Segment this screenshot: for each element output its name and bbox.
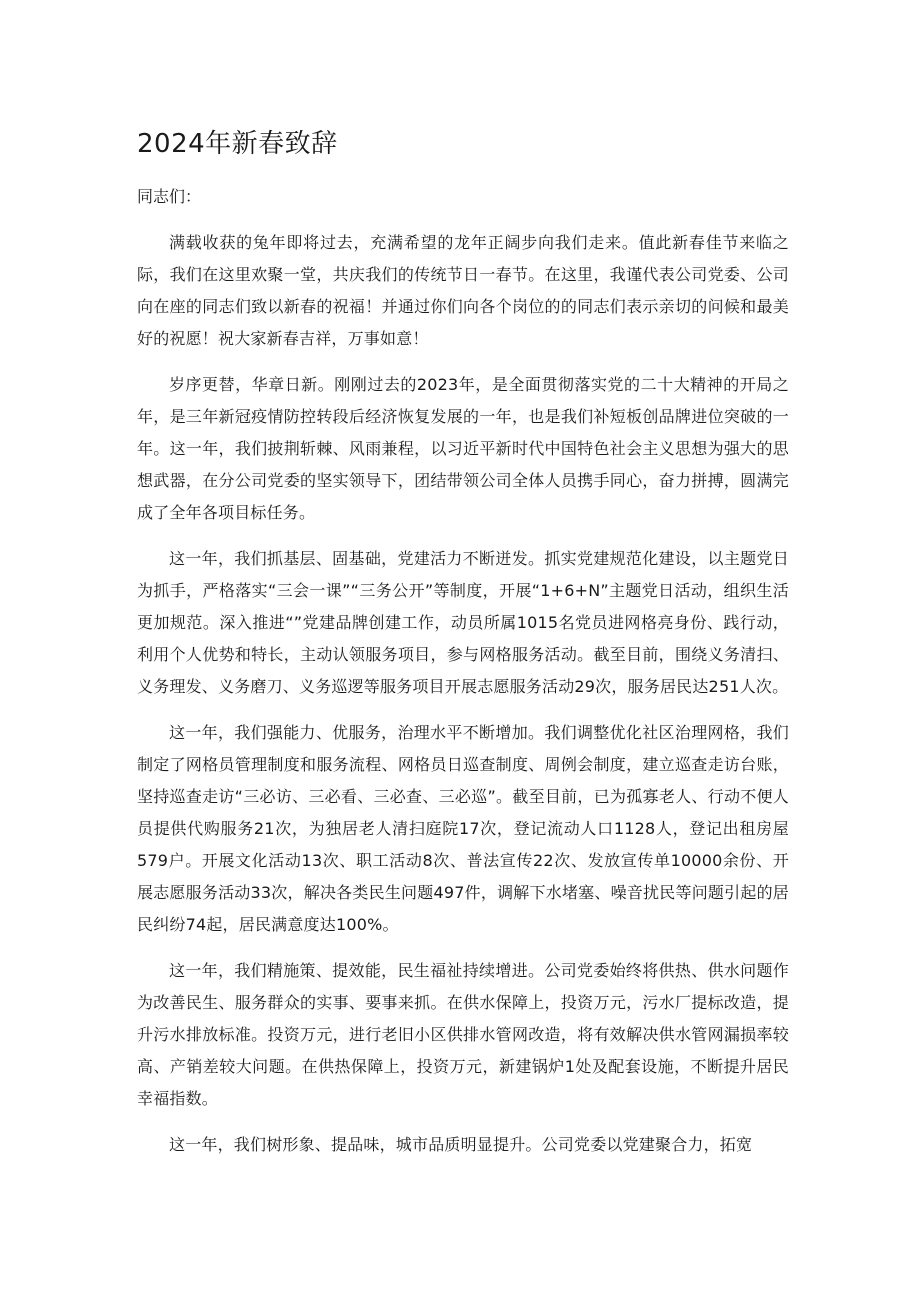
salutation: 同志们： [137, 187, 202, 206]
paragraph-livelihood: 这一年，我们精施策、提效能，民生福祉持续增进。公司党委始终将供热、供水问题作为改善民生、服务群众的实事、要事来抓。在供水保障上，投资万元，污水厂提标改造，提升污水排放标准。投资万元，进行老旧小区供排水管网改造，将有效解决供水管网漏损率较高、产销差较大问题。在供热保障上，投资万元，新建锅炉1处及配套设施，不断提升居民幸福指数。 [137, 961, 789, 1108]
paragraph-year-review: 岁序更替，华章日新。刚刚过去的2023年，是全面贯彻落实党的二十大精神的开局之年，是三年新冠疫情防控转段后经济恢复发展的一年，也是我们补短板创品牌进位突破的一年。这一年，我们披荆斩棘、风雨兼程，以习近平新时代中国特色社会主义思想为强大的思想武器，在分公司党委的坚实领导下，团结带领公司全体人员携手同心，奋力拼搏，圆满完成了全年各项目标任务。 [137, 375, 789, 522]
document-title: 2024年新春致辞 [137, 129, 338, 159]
document-body [137, 227, 789, 1175]
paragraph-governance: 这一年，我们强能力、优服务，治理水平不断增加。我们调整优化社区治理网格，我们制定了网格员管理制度和服务流程、网格员日巡查制度、周例会制度，建立巡查走访台账，坚持巡查走访“三必访、三必看、三必查、三必巡”。截至目前，已为孤寡老人、行动不便人员提供代购服务21次，为独居老人清扫庭院17次，登记流动人口1128人，登记出租房屋579户。开展文化活动13次、职工活动8次、普法宣传22次、发放宣传单10000余份、开展志愿服务活动33次，解决各类民生问题497件，调解下水堵塞、噪音扰民等问题引起的居民纠纷74起，居民满意度达100%。 [137, 723, 789, 934]
paragraph-party-building: 这一年，我们抓基层、固基础，党建活力不断迸发。抓实党建规范化建设，以主题党日为抓手，严格落实“三会一课”“三务公开”等制度，开展“1+6+N”主题党日活动，组织生活更加规范。深入推进“”党建品牌创建工作，动员所属1015名党员进网格亮身份、践行动，利用个人优势和特长，主动认领服务项目，参与网格服务活动。截至目前，围绕义务清扫、义务理发、义务磨刀、义务巡逻等服务项目开展志愿服务活动29次，服务居民达251人次。 [137, 549, 789, 696]
paragraph-city-image: 这一年，我们树形象、提品味，城市品质明显提升。公司党委以党建聚合力，拓宽 [169, 1135, 753, 1154]
paragraph-greeting: 满载收获的兔年即将过去，充满希望的龙年正阔步向我们走来。值此新春佳节来临之际，我们在这里欢聚一堂，共庆我们的传统节日一春节。在这里，我谨代表公司党委、公司向在座的同志们致以新春的祝福！并通过你们向各个岗位的的同志们表示亲切的问候和最美好的祝愿！祝大家新春吉祥，万事如意！ [137, 233, 789, 348]
